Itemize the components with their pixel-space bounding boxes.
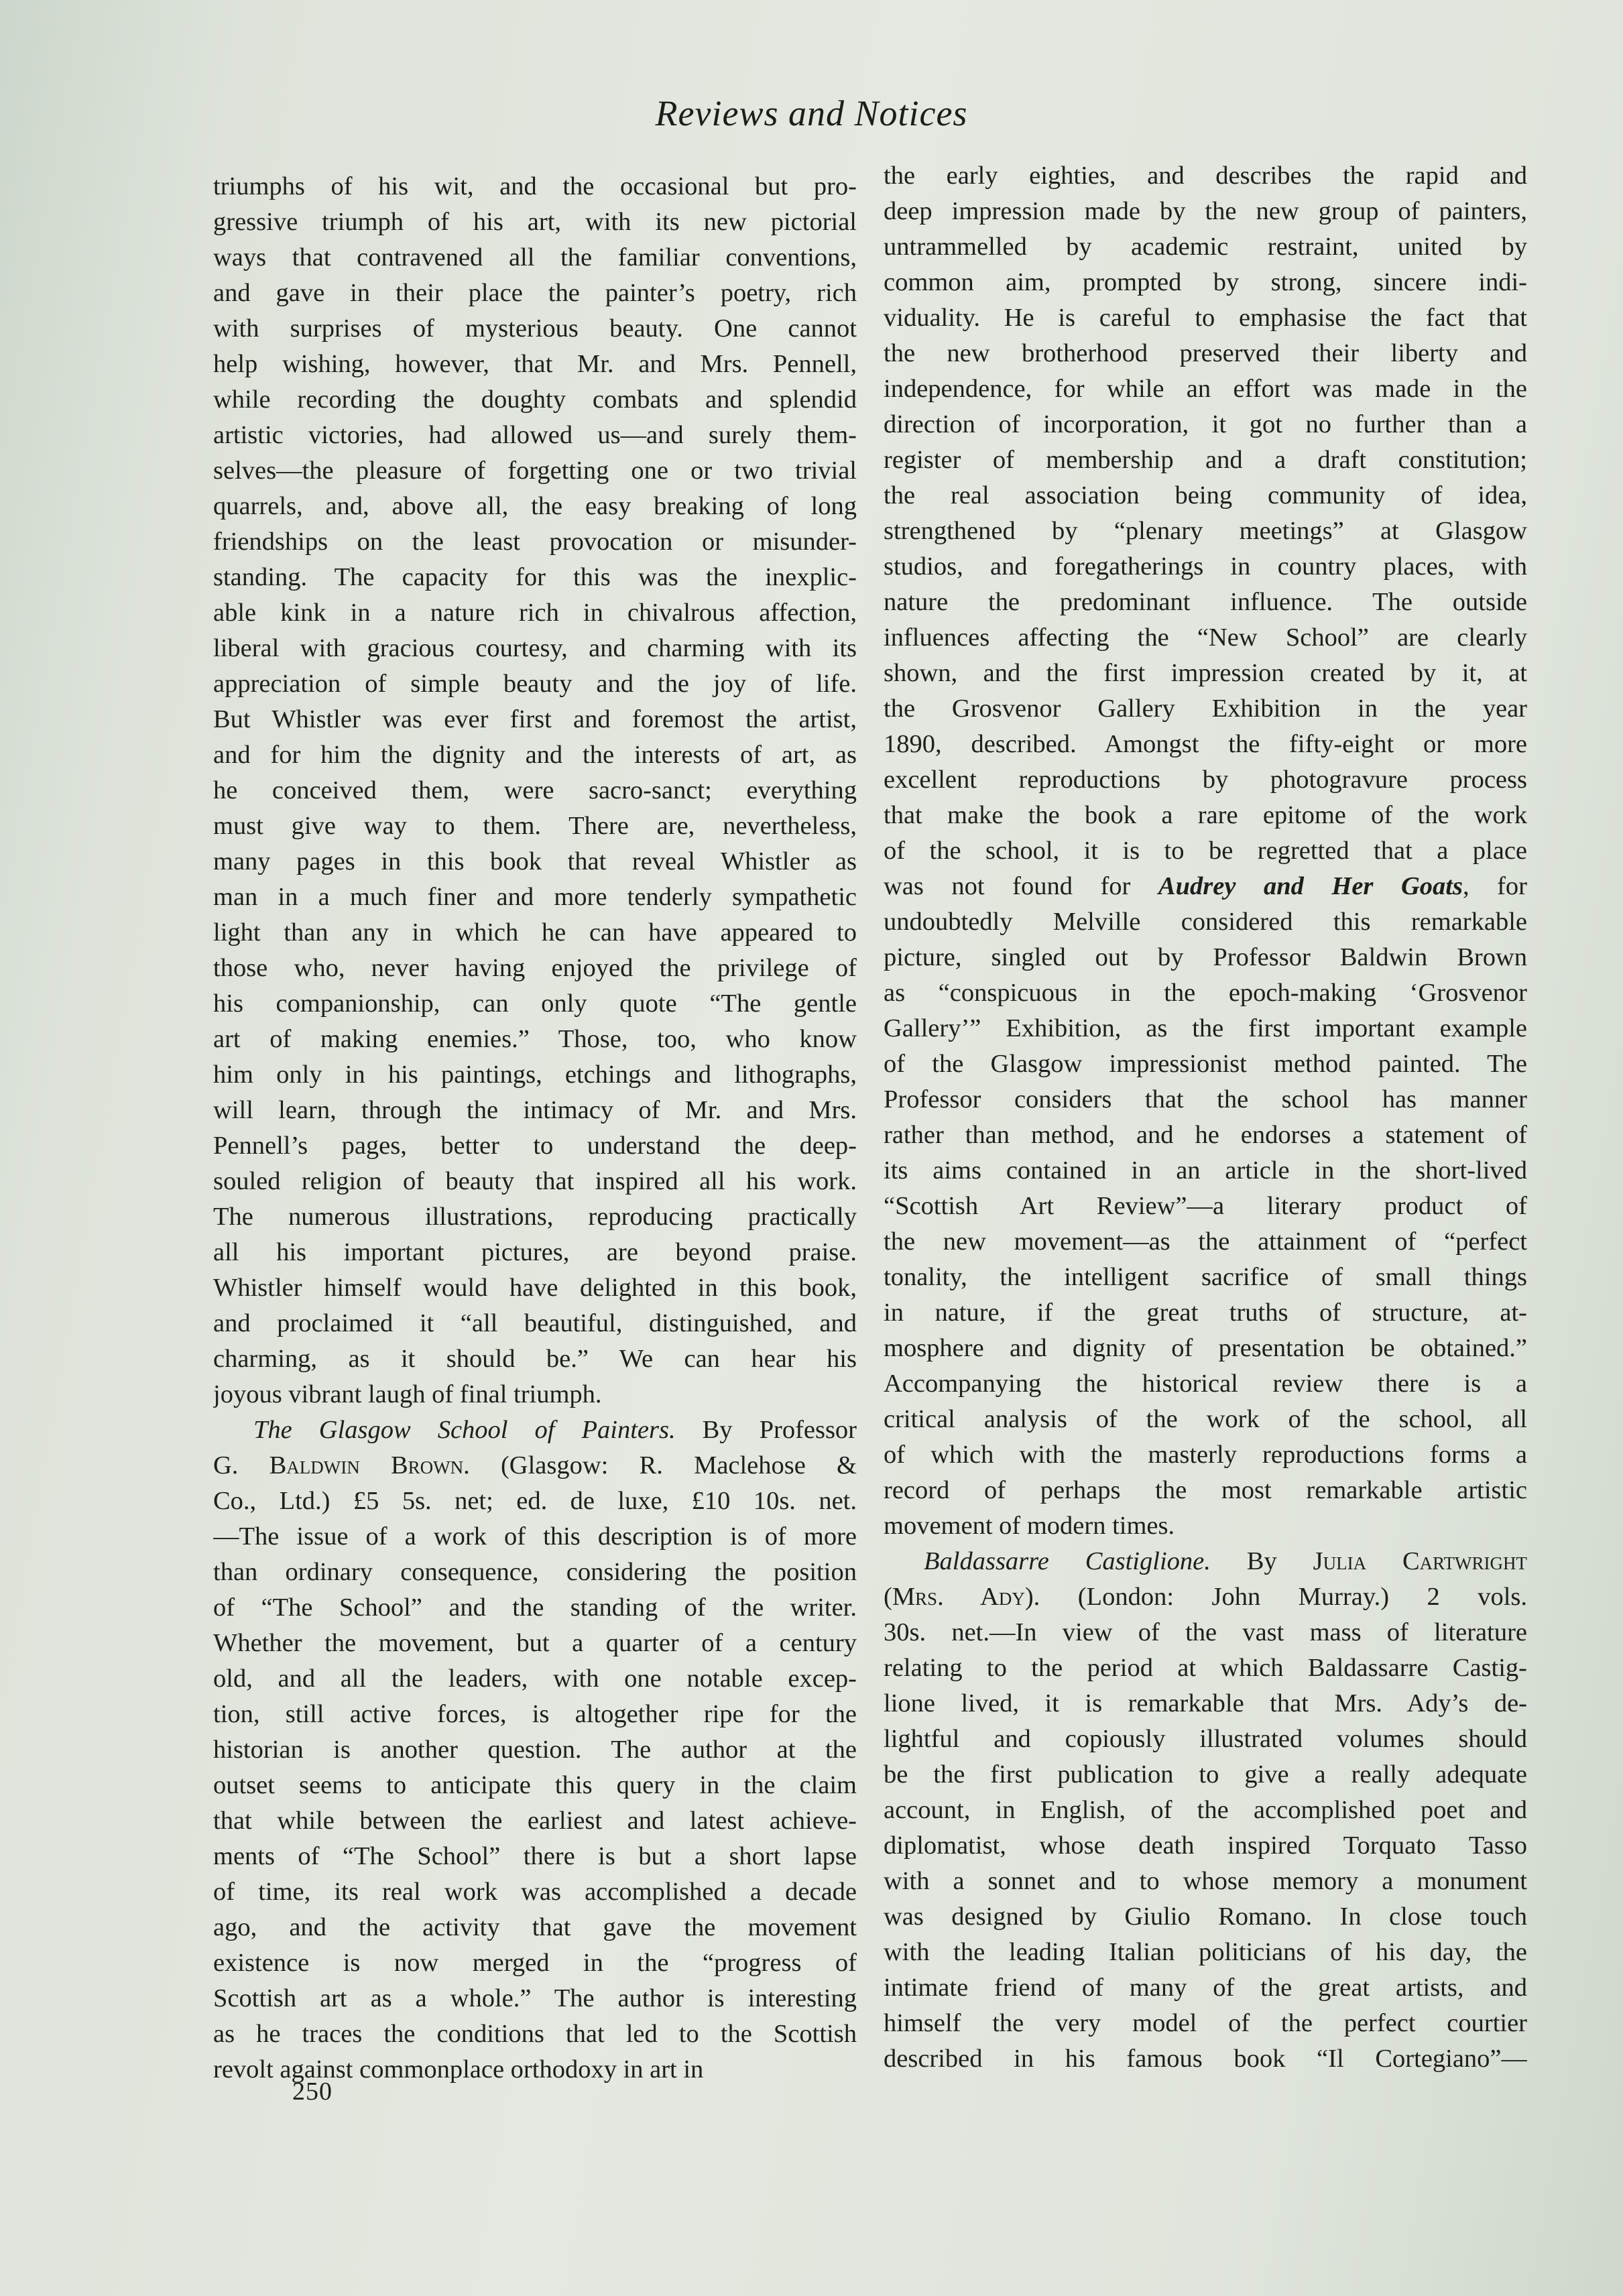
- text-line: outset seems to anticipate this query in the claim: [213, 1771, 857, 1799]
- text-line: lightful and copiously illustrated volumes should: [884, 1725, 1527, 1753]
- text-line: with a sonnet and to whose memory a monument: [884, 1867, 1527, 1895]
- right-column: [884, 158, 1527, 2077]
- text-line: register of membership and a draft constitution;: [884, 446, 1527, 474]
- text-line: undoubtedly Melville considered this remarkable: [884, 908, 1527, 936]
- text-line: charming, as it should be.” We can hear his: [213, 1345, 857, 1373]
- text-line: will learn, through the intimacy of Mr. and Mrs.: [213, 1096, 857, 1124]
- text-line: old, and all the leaders, with one notable excep-: [213, 1665, 857, 1693]
- text-line: diplomatist, whose death inspired Torquato Tasso: [884, 1831, 1527, 1860]
- byline: By Professor: [702, 1416, 857, 1444]
- text-line: ways that contravened all the familiar conventions,: [213, 243, 857, 271]
- text-line: joyous vibrant laugh of final triumph.: [213, 1380, 602, 1408]
- publisher-info: (London: John Murray.) 2 vols.: [1077, 1583, 1527, 1611]
- left-column: [213, 169, 857, 2088]
- author-alias: (Mrs. Ady).: [884, 1583, 1040, 1611]
- text-line: man in a much finer and more tenderly sympathetic: [213, 883, 857, 911]
- glasgow-school-review-body: [213, 1519, 857, 2088]
- review-heading-castiglione: [884, 1544, 1527, 1579]
- text-line: “Scottish Art Review”—a literary product of: [884, 1192, 1527, 1220]
- text-line: viduality. He is careful to emphasise the fact that: [884, 304, 1527, 332]
- text-line: tonality, the intelligent sacrifice of small things: [884, 1263, 1527, 1291]
- text-line: Whether the movement, but a quarter of a century: [213, 1629, 857, 1657]
- text-line: —The issue of a work of this description is of more: [213, 1522, 857, 1551]
- glasgow-school-review-continuation: [884, 158, 1527, 869]
- text-line: Pennell’s pages, better to understand the deep-: [213, 1132, 857, 1160]
- review-heading-line-2: [884, 1579, 1527, 1615]
- text-line: direction of incorporation, it got no further than a: [884, 410, 1527, 438]
- text-line: light than any in which he can have appeared to: [213, 918, 857, 947]
- text-line: many pages in this book that reveal Whistler as: [213, 847, 857, 875]
- text-line: able kink in a nature rich in chivalrous affection,: [213, 599, 857, 627]
- text-line: art of making enemies.” Those, too, who know: [213, 1025, 857, 1053]
- text-line: his companionship, can only quote “The gentle: [213, 989, 857, 1018]
- text-line: studios, and foregatherings in country places, with: [884, 552, 1527, 581]
- text-line: described in his famous book “Il Cortegiano”—: [884, 2045, 1527, 2073]
- left-review-continuation: [213, 169, 857, 1412]
- text-line: the early eighties, and describes the rapid and: [884, 162, 1527, 190]
- text-line: was designed by Giulio Romano. In close touch: [884, 1902, 1527, 1931]
- text-line: critical analysis of the work of the school, all: [884, 1405, 1527, 1433]
- text-line: 1890, described. Amongst the fifty-eight or more: [884, 730, 1527, 758]
- text-line: standing. The capacity for this was the inexplic-: [213, 563, 857, 591]
- text-line: ments of “The School” there is but a short lapse: [213, 1842, 857, 1870]
- text-line: 30s. net.—In view of the vast mass of literature: [884, 1618, 1527, 1646]
- text-line: of the school, it is to be regretted that a place: [884, 837, 1527, 865]
- text-line: deep impression made by the new group of painters,: [884, 197, 1527, 225]
- text-line: historian is another question. The author at the: [213, 1736, 857, 1764]
- text-span: was not found for: [884, 872, 1158, 900]
- running-header: Reviews and Notices: [655, 93, 968, 133]
- text-line: shown, and the first impression created by it, at: [884, 659, 1527, 687]
- publisher-info: (Glasgow: R. Maclehose &: [500, 1451, 857, 1479]
- text-line: while recording the doughty combats and splendid: [213, 385, 857, 414]
- text-line: of which with the masterly reproductions forms a: [884, 1441, 1527, 1469]
- text-line: liberal with gracious courtesy, and charming with its: [213, 634, 857, 662]
- text-line: and proclaimed it “all beautiful, distinguished, and: [213, 1309, 857, 1337]
- text-line: rather than method, and he endorses a statement of: [884, 1121, 1527, 1149]
- text-line: himself the very model of the perfect courtier: [884, 2009, 1527, 2037]
- text-line: Accompanying the historical review there is a: [884, 1370, 1527, 1398]
- text-line: with surprises of mysterious beauty. One cannot: [213, 314, 857, 343]
- text-line: be the first publication to give a really adequate: [884, 1760, 1527, 1789]
- review-heading-glasgow-school: [213, 1412, 857, 1448]
- text-line: Whistler himself would have delighted in this book,: [213, 1274, 857, 1302]
- text-line: the new brotherhood preserved their liberty and: [884, 339, 1527, 367]
- artwork-title: Audrey and Her Goats: [1158, 872, 1463, 900]
- text-line: Gallery’” Exhibition, as the first important example: [884, 1014, 1527, 1042]
- text-line: than ordinary consequence, considering the position: [213, 1558, 857, 1586]
- book-title: Baldassarre Castiglione.: [924, 1547, 1211, 1575]
- text-line: of time, its real work was accomplished a decade: [213, 1878, 857, 1906]
- text-line: of “The School” and the standing of the writer.: [213, 1593, 857, 1622]
- text-line: appreciation of simple beauty and the joy of life.: [213, 670, 857, 698]
- text-line: the real association being community of idea,: [884, 481, 1527, 509]
- text-line: tion, still active forces, is altogether ripe for the: [213, 1700, 857, 1728]
- text-line: quarrels, and, above all, the easy breaking of long: [213, 492, 857, 520]
- text-line: artistic victories, had allowed us—and surely them-: [213, 421, 857, 449]
- text-line: as he traces the conditions that led to the Scottish: [213, 2020, 857, 2048]
- text-line: as “conspicuous in the epoch-making ‘Grosvenor: [884, 979, 1527, 1007]
- text-line: in nature, if the great truths of structure, at-: [884, 1298, 1527, 1327]
- text-line: But Whistler was ever first and foremost the artist,: [213, 705, 857, 733]
- text-line: common aim, prompted by strong, sincere indi-: [884, 268, 1527, 296]
- byline: By: [1246, 1547, 1277, 1575]
- text-line: friendships on the least provocation or misunder-: [213, 528, 857, 556]
- text-line: revolt against commonplace orthodoxy in art in: [213, 2055, 704, 2083]
- text-line: nature the predominant influence. The outside: [884, 588, 1527, 616]
- text-line: picture, singled out by Professor Baldwin Brown: [884, 943, 1527, 971]
- text-line: with the leading Italian politicians of his day, the: [884, 1938, 1527, 1966]
- page-number: 250: [292, 2077, 333, 2106]
- glasgow-school-review-continuation-2: [884, 904, 1527, 1544]
- text-line-with-italic: [884, 869, 1527, 904]
- text-line: intimate friend of many of the great artists, and: [884, 1974, 1527, 2002]
- text-line: and for him the dignity and the interests of art, as: [213, 741, 857, 769]
- text-line: that make the book a rare epitome of the work: [884, 801, 1527, 829]
- text-line: existence is now merged in the “progress of: [213, 1949, 857, 1977]
- text-span: , for: [1462, 872, 1527, 900]
- text-line: excellent reproductions by photogravure process: [884, 766, 1527, 794]
- author-name: G. Baldwin Brown.: [213, 1451, 470, 1479]
- text-line: triumphs of his wit, and the occasional but pro-: [213, 172, 857, 200]
- castiglione-review-body: [884, 1615, 1527, 2077]
- text-line: untrammelled by academic restraint, united by: [884, 233, 1527, 261]
- text-line: help wishing, however, that Mr. and Mrs. Pennell,: [213, 350, 857, 378]
- text-line: the new movement—as the attainment of “perfect: [884, 1227, 1527, 1256]
- text-line: souled religion of beauty that inspired all his work.: [213, 1167, 857, 1195]
- text-line: account, in English, of the accomplished poet and: [884, 1796, 1527, 1824]
- text-line: movement of modern times.: [884, 1512, 1175, 1540]
- text-line: independence, for while an effort was made in the: [884, 375, 1527, 403]
- author-name: Julia Cartwright: [1313, 1547, 1527, 1575]
- text-line: Professor considers that the school has manner: [884, 1085, 1527, 1113]
- text-line: selves—the pleasure of forgetting one or two trivial: [213, 457, 857, 485]
- review-price-line: Co., Ltd.) £5 5s. net; ed. de luxe, £10 10s. net.: [213, 1487, 857, 1515]
- text-line: strengthened by “plenary meetings” at Glasgow: [884, 517, 1527, 545]
- text-line: all his important pictures, are beyond praise.: [213, 1238, 857, 1266]
- text-line: influences affecting the “New School” are clearly: [884, 623, 1527, 652]
- text-line: lione lived, it is remarkable that Mrs. Ady’s de-: [884, 1689, 1527, 1717]
- text-line: gressive triumph of his art, with its new pictorial: [213, 208, 857, 236]
- text-line: the Grosvenor Gallery Exhibition in the year: [884, 694, 1527, 723]
- text-line: him only in his paintings, etchings and lithographs,: [213, 1061, 857, 1089]
- review-heading-line-2: [213, 1448, 857, 1484]
- text-line: and gave in their place the painter’s poetry, rich: [213, 279, 857, 307]
- text-line: its aims contained in an article in the short-lived: [884, 1156, 1527, 1185]
- text-line: he conceived them, were sacro-sanct; everything: [213, 776, 857, 804]
- book-title: The Glasgow School of Painters.: [253, 1416, 676, 1444]
- text-line: ago, and the activity that gave the movement: [213, 1913, 857, 1941]
- text-line: that while between the earliest and latest achieve-: [213, 1807, 857, 1835]
- text-line: those who, never having enjoyed the privilege of: [213, 954, 857, 982]
- text-line: mosphere and dignity of presentation be obtained.”: [884, 1334, 1527, 1362]
- text-line: Scottish art as a whole.” The author is interesting: [213, 1984, 857, 2012]
- text-line: The numerous illustrations, reproducing practically: [213, 1203, 857, 1231]
- text-line: of the Glasgow impressionist method painted. The: [884, 1050, 1527, 1078]
- text-line: must give way to them. There are, nevertheless,: [213, 812, 857, 840]
- text-line: record of perhaps the most remarkable artistic: [884, 1476, 1527, 1504]
- text-line: relating to the period at which Baldassarre Castig-: [884, 1654, 1527, 1682]
